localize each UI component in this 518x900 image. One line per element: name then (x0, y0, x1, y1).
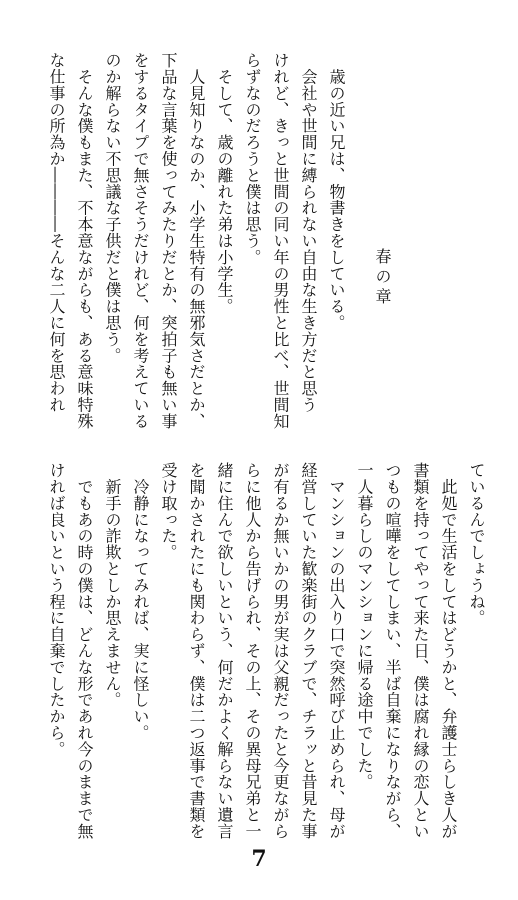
text-line: 此処で生活をしてはどうかと、弁護士らしき人が (439, 462, 458, 840)
text-line: けれど、きっと世間の同い年の男性と比べ、世間知 (271, 52, 290, 430)
text-line: らに他人から告げられ、その上、その異母兄弟と一 (243, 462, 262, 840)
text-line: 緒に住んで欲しいという、何だかよく解らない遺言 (215, 462, 234, 840)
text-line: つもの喧嘩をしてしまい、半ば自棄になりながら、 (383, 462, 402, 840)
text-line: 一人暮らしのマンションに帰る途中でした。 (355, 462, 374, 790)
text-line: 受け取った。 (159, 462, 178, 561)
text-line: 書類を持ってやって来た日、僕は腐れ縁の恋人とい (411, 462, 430, 840)
text-line: 歳の近い兄は、物書きをしている。 (327, 52, 346, 331)
chapter-title: 春の章 (373, 248, 392, 308)
text-line: が有るか無いかの男が実は父親だったと今更ながら (271, 462, 290, 840)
text-line: マンションの出入り口で突然呼び止められ、母が (327, 462, 346, 840)
text-line: ているんでしょうね。 (467, 462, 486, 626)
text-line: な仕事の所為か――――そんな二人に何を思われ (47, 52, 66, 413)
text-line: 経営していた歓楽街のクラブで、チラッと昔見た事 (299, 462, 318, 840)
page-number: 7 (251, 846, 267, 872)
text-line: らずなのだろうと僕は思う。 (243, 52, 262, 266)
text-line: をするタイプで無さそうだけれど、何を考えている (131, 52, 150, 430)
text-line: のか解らない不思議な子供だと僕は思う。 (103, 52, 122, 364)
text-line: 会社や世間に縛られない自由な生き方だと思う (299, 52, 318, 413)
text-line: を聞かされたにも関わらず、僕は二つ返事で書類を (187, 462, 206, 840)
text-line: そんな僕もまた、不本意ながらも、ある意味特殊 (75, 52, 94, 430)
text-line: 冷静になってみれば、実に怪しい。 (131, 462, 150, 741)
text-line: そして、歳の離れた弟は小学生。 (215, 52, 234, 315)
text-line: 新手の詐欺としか思えません。 (103, 462, 122, 708)
text-line: 人見知りなのか、小学生特有の無邪気さだとか、 (187, 52, 206, 430)
text-line: でもあの時の僕は、どんな形であれ今のままで無 (75, 462, 94, 840)
text-line: 下品な言葉を使ってみたりだとか、突拍子も無い事 (159, 52, 178, 430)
text-line: ければ良いという程に自棄でしたから。 (47, 462, 66, 758)
